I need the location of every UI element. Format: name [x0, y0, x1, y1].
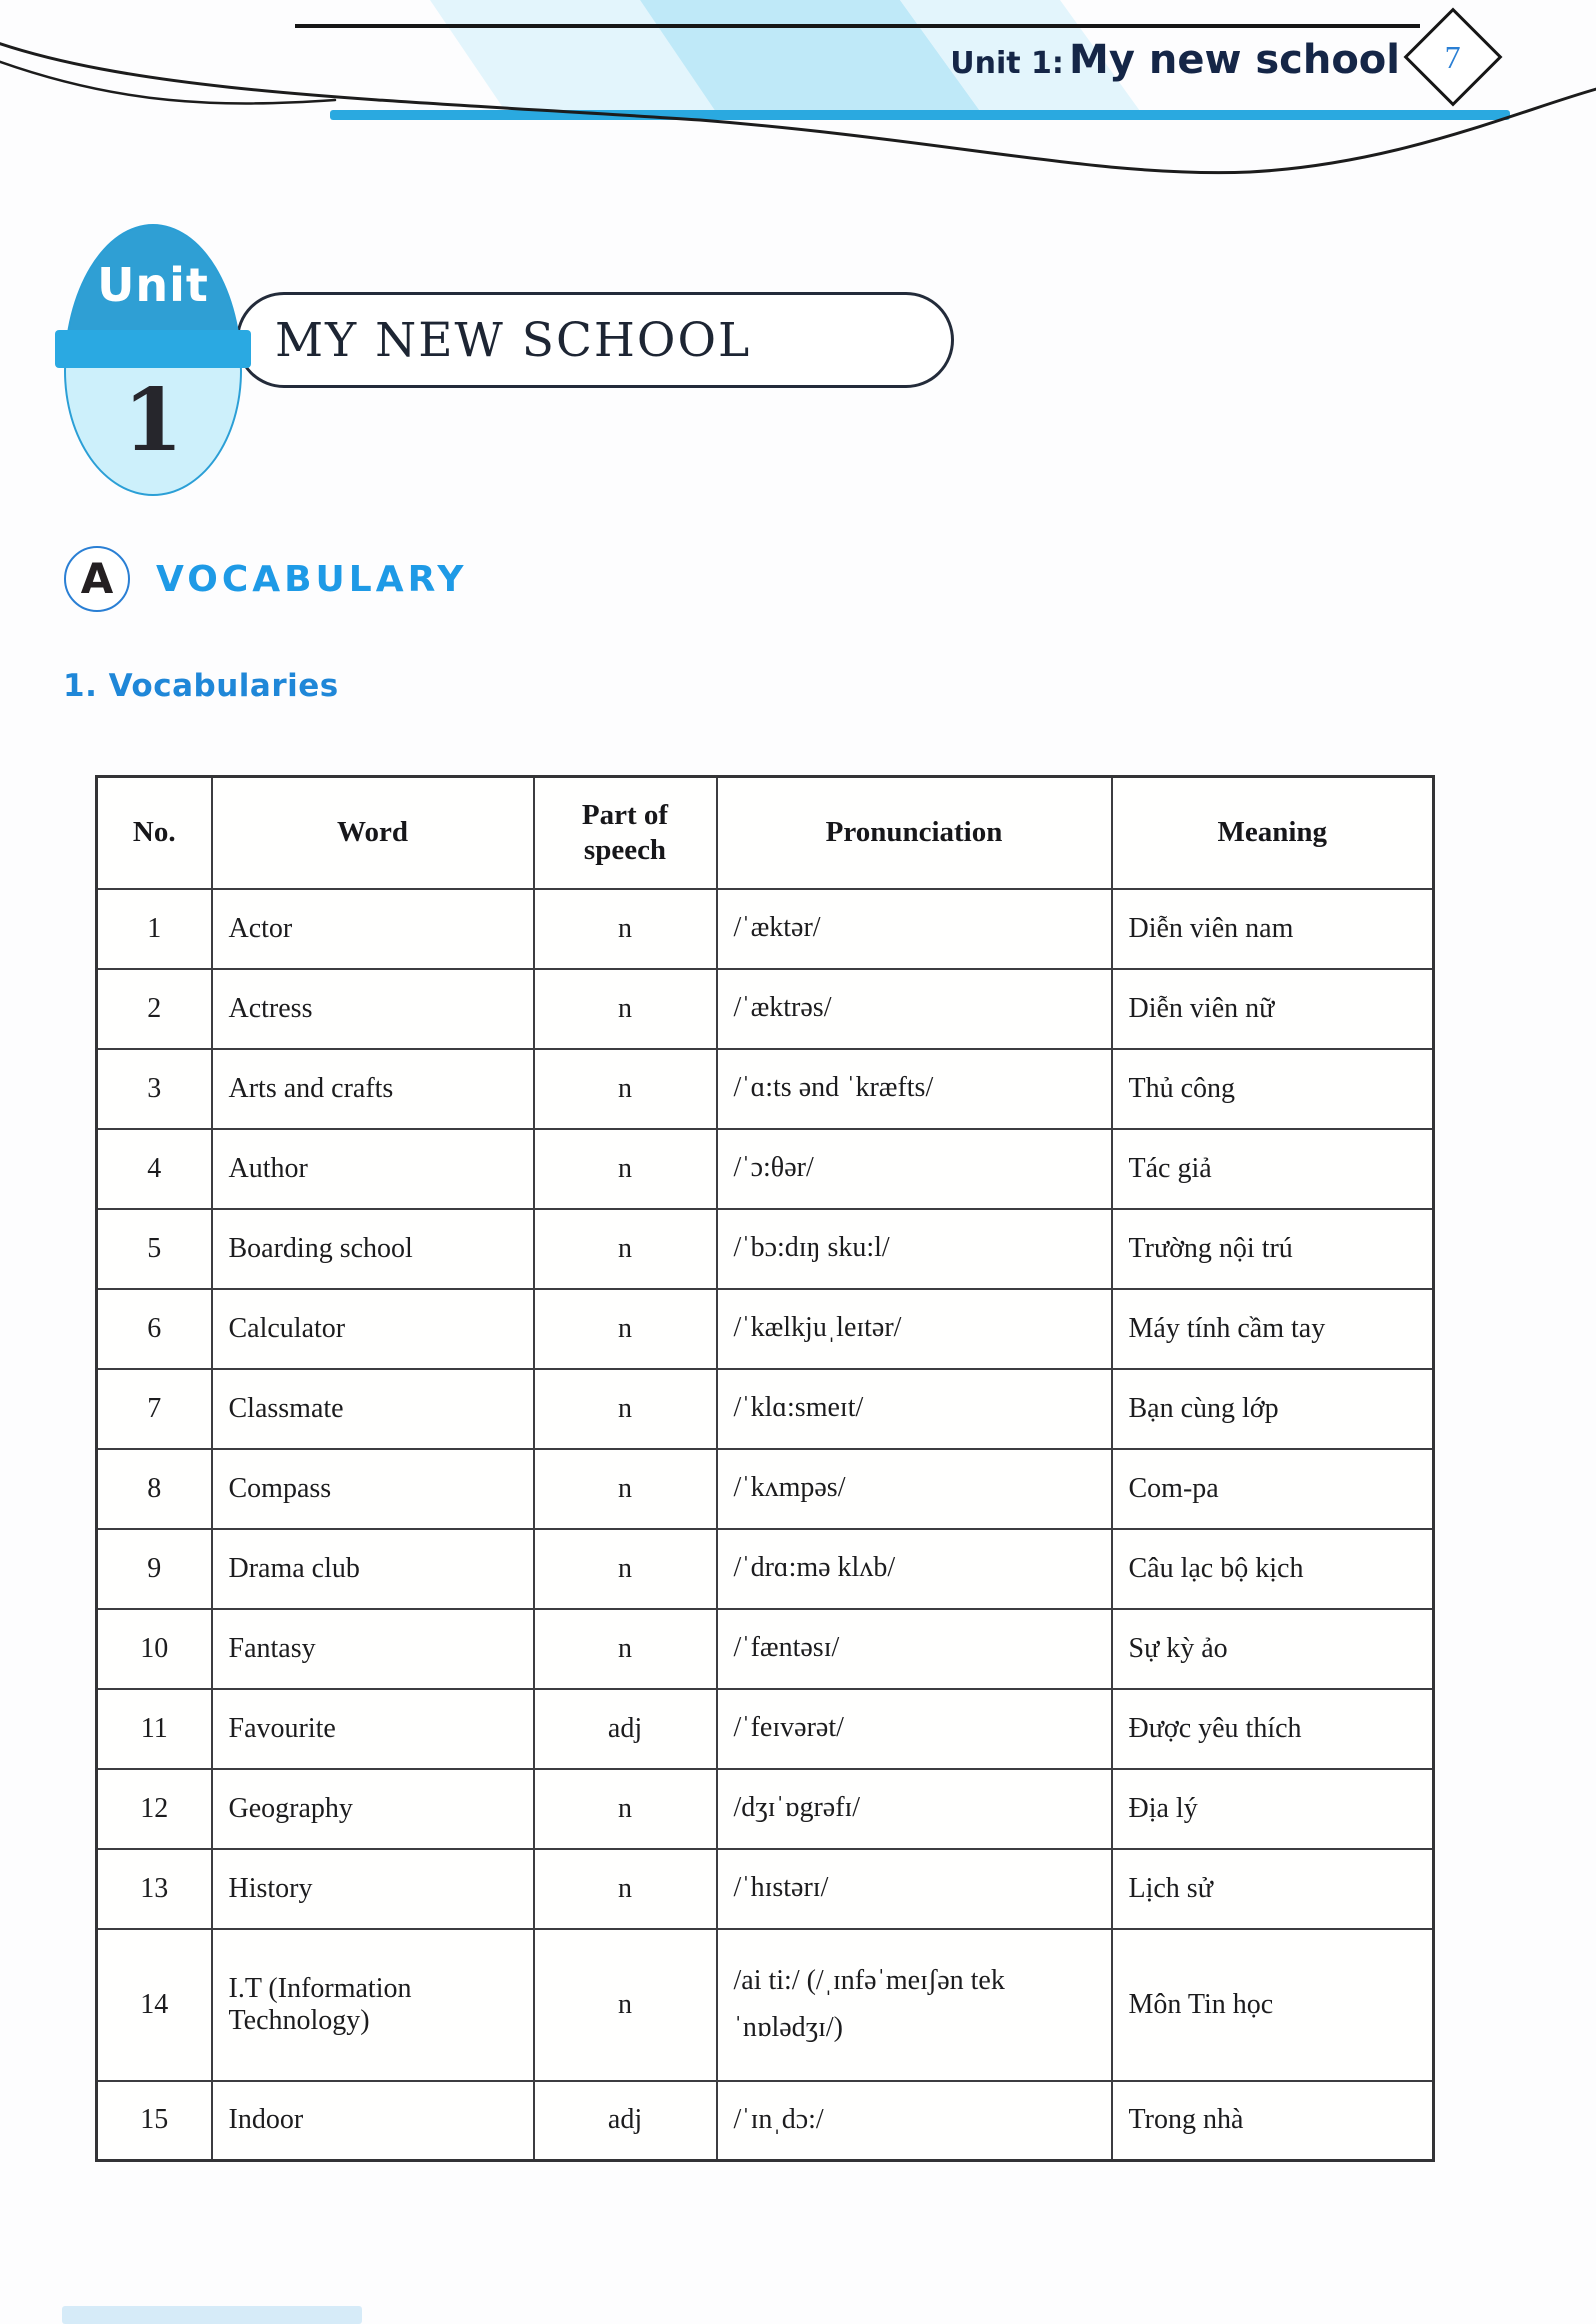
table-cell: /ˈɪnˌdɔ:/: [717, 2081, 1112, 2161]
table-cell: Lịch sử: [1112, 1849, 1434, 1929]
table-cell: 2: [97, 969, 212, 1049]
table-cell: 5: [97, 1209, 212, 1289]
table-cell: 12: [97, 1769, 212, 1849]
unit-badge-band: [55, 330, 251, 368]
table-cell: /ˈbɔ:dɪŋ sku:l/: [717, 1209, 1112, 1289]
unit-badge-number: 1: [123, 370, 183, 471]
unit-title-banner: [236, 292, 954, 388]
table-cell: Geography: [212, 1769, 534, 1849]
table-cell: n: [534, 1849, 717, 1929]
table-cell: n: [534, 1769, 717, 1849]
table-row: [97, 1129, 1434, 1209]
table-row: [97, 1369, 1434, 1449]
table-cell: 6: [97, 1289, 212, 1369]
table-cell: Được yêu thích: [1112, 1689, 1434, 1769]
table-cell: Fantasy: [212, 1609, 534, 1689]
subsection-title: 1. Vocabularies: [63, 668, 339, 704]
table-cell: /ˈfæntəsɪ/: [717, 1609, 1112, 1689]
table-cell: adj: [534, 2081, 717, 2161]
table-cell: Com-pa: [1112, 1449, 1434, 1529]
table-cell: 4: [97, 1129, 212, 1209]
table-cell: /ˈæktrəs/: [717, 969, 1112, 1049]
table-cell: History: [212, 1849, 534, 1929]
table-cell: Địa lý: [1112, 1769, 1434, 1849]
table-cell: Boarding school: [212, 1209, 534, 1289]
page-number: 7: [1445, 38, 1461, 75]
table-cell: Calculator: [212, 1289, 534, 1369]
header-unit-label: Unit 1:: [950, 46, 1064, 81]
page-bottom-decoration: [62, 2306, 362, 2324]
table-cell: Favourite: [212, 1689, 534, 1769]
table-cell: /ˈklɑ:smeɪt/: [717, 1369, 1112, 1449]
table-row: [97, 1609, 1434, 1689]
table-cell: Arts and crafts: [212, 1049, 534, 1129]
table-row: [97, 1209, 1434, 1289]
table-cell: Drama club: [212, 1529, 534, 1609]
unit-badge: [64, 224, 242, 496]
column-header: No.: [97, 777, 212, 889]
table-cell: /ˈɑ:ts ənd ˈkræfts/: [717, 1049, 1112, 1129]
table-cell: n: [534, 1209, 717, 1289]
table-row: [97, 889, 1434, 969]
table-row: [97, 1529, 1434, 1609]
table-cell: n: [534, 1369, 717, 1449]
page-header: [930, 30, 1400, 98]
table-cell: 14: [97, 1929, 212, 2081]
table-cell: n: [534, 969, 717, 1049]
column-header: Part of speech: [534, 777, 717, 889]
table-cell: 1: [97, 889, 212, 969]
table-row: [97, 1929, 1434, 2081]
table-cell: n: [534, 889, 717, 969]
vocab-table-body: [97, 889, 1434, 2161]
table-cell: n: [534, 1289, 717, 1369]
table-cell: Actress: [212, 969, 534, 1049]
table-cell: Máy tính cầm tay: [1112, 1289, 1434, 1369]
vocabulary-table-container: [95, 775, 1435, 2162]
column-header: Word: [212, 777, 534, 889]
table-cell: 13: [97, 1849, 212, 1929]
table-cell: Tác giả: [1112, 1129, 1434, 1209]
table-cell: /ai ti:/ (/ˌɪnfəˈmeɪʃən tekˈnɒlədʒɪ/): [717, 1929, 1112, 2081]
table-cell: /ˈdrɑ:mə klʌb/: [717, 1529, 1112, 1609]
column-header: Pronunciation: [717, 777, 1112, 889]
table-row: [97, 969, 1434, 1049]
table-cell: /ˈɔ:θər/: [717, 1129, 1112, 1209]
table-row: [97, 2081, 1434, 2161]
table-cell: Author: [212, 1129, 534, 1209]
table-cell: 11: [97, 1689, 212, 1769]
table-cell: n: [534, 1529, 717, 1609]
table-cell: Trường nội trú: [1112, 1209, 1434, 1289]
table-cell: adj: [534, 1689, 717, 1769]
table-cell: Indoor: [212, 2081, 534, 2161]
table-cell: n: [534, 1929, 717, 2081]
table-cell: n: [534, 1129, 717, 1209]
section-letter-icon: [64, 546, 130, 612]
table-cell: 9: [97, 1529, 212, 1609]
table-cell: /ˈkælkjuˌleɪtər/: [717, 1289, 1112, 1369]
table-cell: n: [534, 1449, 717, 1529]
header-unit-title: My new school: [1069, 37, 1400, 83]
header-blue-band: [330, 110, 1510, 120]
table-cell: n: [534, 1609, 717, 1689]
table-cell: n: [534, 1049, 717, 1129]
table-row: [97, 1849, 1434, 1929]
vocabulary-table: [95, 775, 1435, 2162]
table-cell: Sự kỳ ảo: [1112, 1609, 1434, 1689]
table-cell: /ˈkʌmpəs/: [717, 1449, 1112, 1529]
table-row: [97, 1049, 1434, 1129]
table-row: [97, 1449, 1434, 1529]
column-header: Meaning: [1112, 777, 1434, 889]
vocab-table-header-row: [97, 777, 1434, 889]
table-cell: I.T (Information Technology): [212, 1929, 534, 2081]
table-cell: 8: [97, 1449, 212, 1529]
table-cell: Bạn cùng lớp: [1112, 1369, 1434, 1449]
table-cell: /dʒɪˈɒgrəfɪ/: [717, 1769, 1112, 1849]
table-cell: /ˈfeɪvərət/: [717, 1689, 1112, 1769]
table-cell: Compass: [212, 1449, 534, 1529]
section-title: VOCABULARY: [156, 558, 468, 600]
table-cell: /ˈæktər/: [717, 889, 1112, 969]
table-cell: 10: [97, 1609, 212, 1689]
table-cell: 7: [97, 1369, 212, 1449]
table-cell: Diễn viên nữ: [1112, 969, 1434, 1049]
table-cell: Actor: [212, 889, 534, 969]
table-cell: 15: [97, 2081, 212, 2161]
section-letter: A: [80, 554, 114, 603]
table-row: [97, 1289, 1434, 1369]
table-cell: Môn Tin học: [1112, 1929, 1434, 2081]
table-cell: Diễn viên nam: [1112, 889, 1434, 969]
table-cell: Câu lạc bộ kịch: [1112, 1529, 1434, 1609]
table-cell: Trong nhà: [1112, 2081, 1434, 2161]
table-cell: Classmate: [212, 1369, 534, 1449]
table-cell: Thủ công: [1112, 1049, 1434, 1129]
table-cell: 3: [97, 1049, 212, 1129]
section-header: [64, 546, 467, 612]
unit-badge-word: Unit: [97, 258, 209, 312]
wave-line-short: [0, 60, 335, 103]
table-cell: /ˈhɪstərɪ/: [717, 1849, 1112, 1929]
table-row: [97, 1769, 1434, 1849]
unit-title-text: MY NEW SCHOOL: [275, 312, 752, 368]
table-row: [97, 1689, 1434, 1769]
